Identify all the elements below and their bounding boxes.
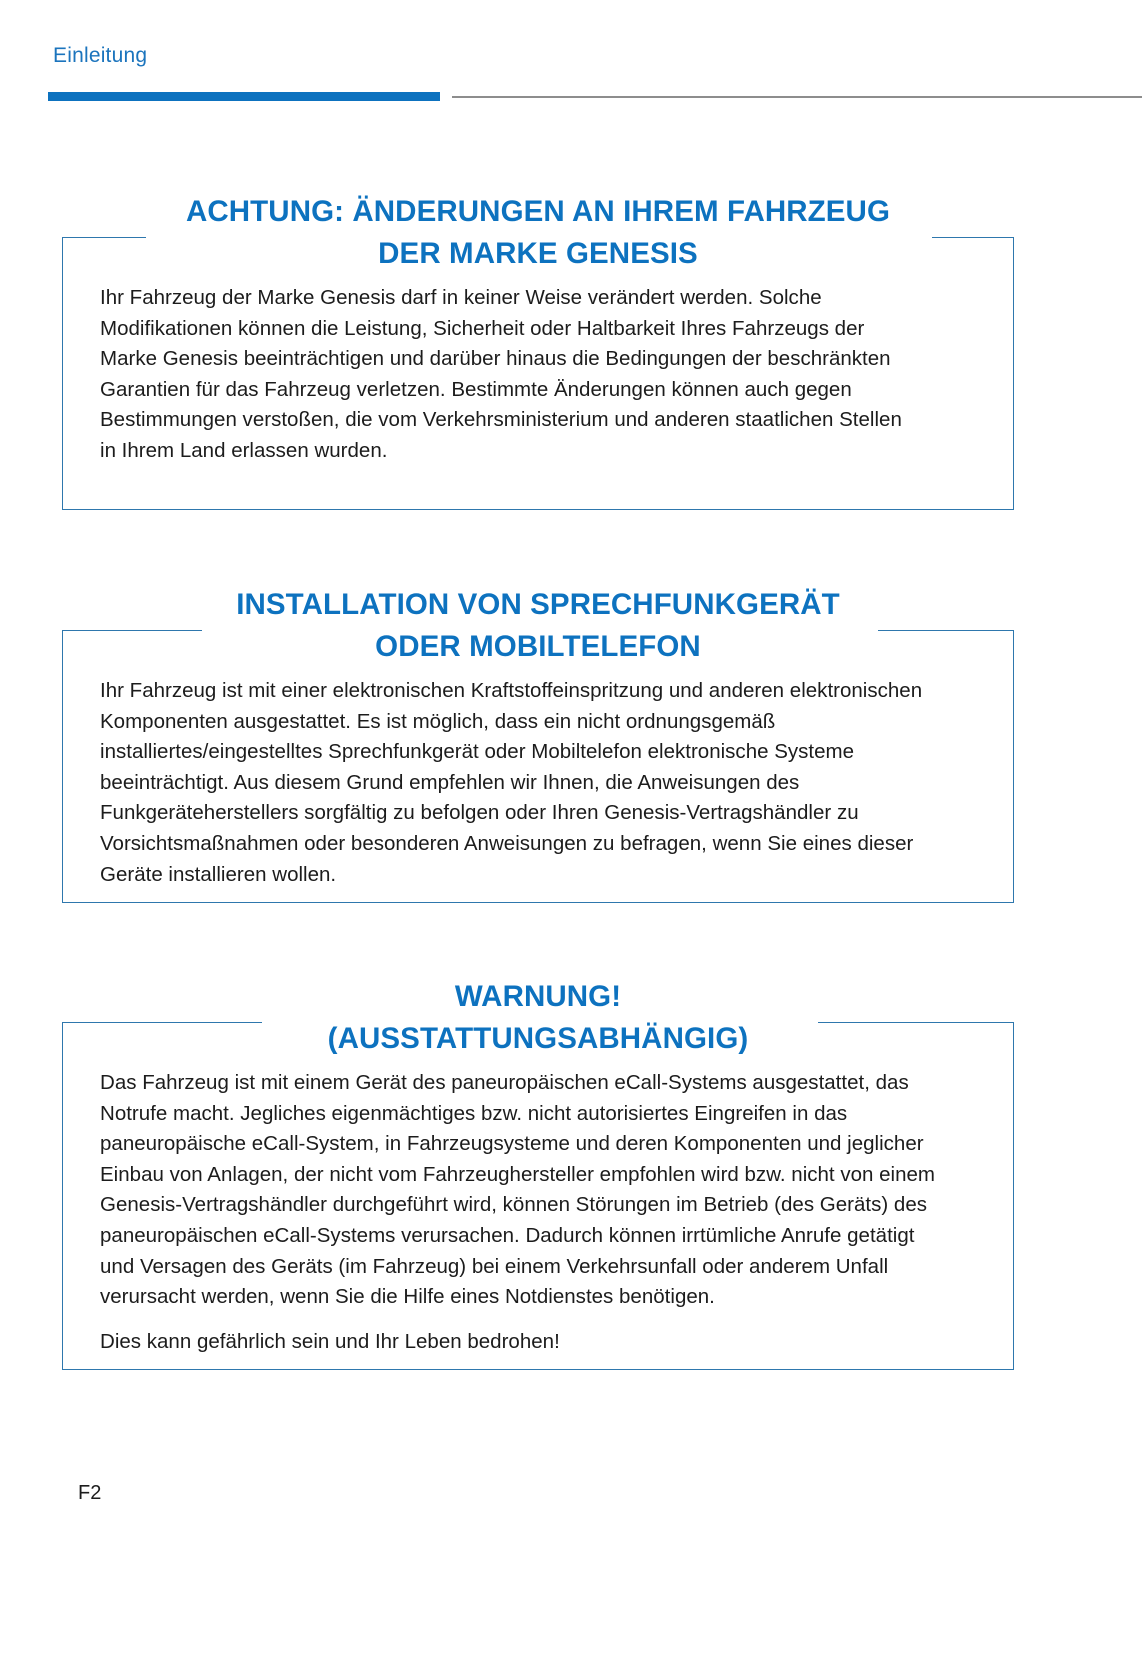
page-number: F2 [78, 1482, 102, 1504]
notice-box-body [100, 1068, 948, 1357]
header-accent-bar [48, 92, 440, 101]
header-divider-line [452, 96, 1142, 98]
notice-box-title-line: INSTALLATION VON SPRECHFUNKGERÄT [236, 588, 840, 621]
notice-box-ecall-warning [62, 980, 1014, 1370]
notice-paragraph: Ihr Fahrzeug ist mit einer elektronischen Kraftstoffeinspritzung und anderen elektronischen Komponenten ausgestattet. Es ist möglich, dass ein nicht ordnungsgemäß installiertes/eingestelltes Sprechfunkgerät oder Mobiltelefon elektronische Systeme beeinträchtigt. Aus diesem Grund empfehlen wir Ihnen, die Anweisungen des Funkgeräteherstellers sorgfältig zu befolgen oder Ihren Genesis-Vertragshändler zu Vorsichtsmaßnahmen oder besonderen Anweisungen zu befragen, wenn Sie eines dieser Geräte installieren wollen. [100, 679, 923, 886]
notice-box-body [100, 676, 930, 890]
section-title: Einleitung [53, 44, 148, 67]
notice-paragraph: Dies kann gefährlich sein und Ihr Leben bedrohen! [100, 1329, 560, 1353]
notice-box-title-line: (AUSSTATTUNGSABHÄNGIG) [327, 1022, 749, 1055]
notice-box-title-line: ACHTUNG: ÄNDERUNGEN AN IHREM FAHRZEUG [185, 195, 891, 228]
notice-box-title-line: ODER MOBILTELEFON [375, 630, 701, 663]
notice-box-title [62, 584, 1014, 668]
notice-paragraph: Ihr Fahrzeug der Marke Genesis darf in keiner Weise verändert werden. Solche Modifikationen können die Leistung, Sicherheit oder Haltbarkeit Ihres Fahrzeugs der Marke Genesis beeinträchtigen und darüber hinaus die Bedingungen der beschränkten Garantien für das Fahrzeug verletzen. Bestimmte Änderungen können auch gegen Bestimmungen verstoßen, die vom Verkehrsministerium und anderen staatlichen Stellen in Ihrem Land erlassen wurden. [100, 286, 902, 462]
notice-box-radio-installation [62, 588, 1014, 903]
notice-box-body [100, 283, 920, 467]
page-header [0, 42, 1142, 104]
notice-box-title [62, 976, 1014, 1060]
notice-box-vehicle-modifications [62, 195, 1014, 510]
notice-box-title-line: WARNUNG! [454, 980, 622, 1013]
notice-paragraph: Das Fahrzeug ist mit einem Gerät des paneuropäischen eCall-Systems ausgestattet, das Notrufe macht. Jegliches eigenmächtiges bzw. nicht autorisiertes Eingreifen in das paneuropäische eCall-System, in Fahrzeugsysteme und deren Komponenten und jeglicher Einbau von Anlagen, der nicht vom Fahrzeughersteller empfohlen wird bzw. nicht von einem Genesis-Vertragshändler durchgeführt wird, können Störungen im Betrieb (des Geräts) des paneuropäischen eCall-Systems verursachen. Dadurch können irrtümliche Anrufe getätigt und Versagen des Geräts (im Fahrzeug) bei einem Verkehrsunfall oder anderem Unfall verursacht werden, wenn Sie die Hilfe eines Notdienstes benötigen. [100, 1071, 936, 1309]
notice-box-title [62, 191, 1014, 275]
notice-box-title-line: DER MARKE GENESIS [378, 237, 698, 270]
